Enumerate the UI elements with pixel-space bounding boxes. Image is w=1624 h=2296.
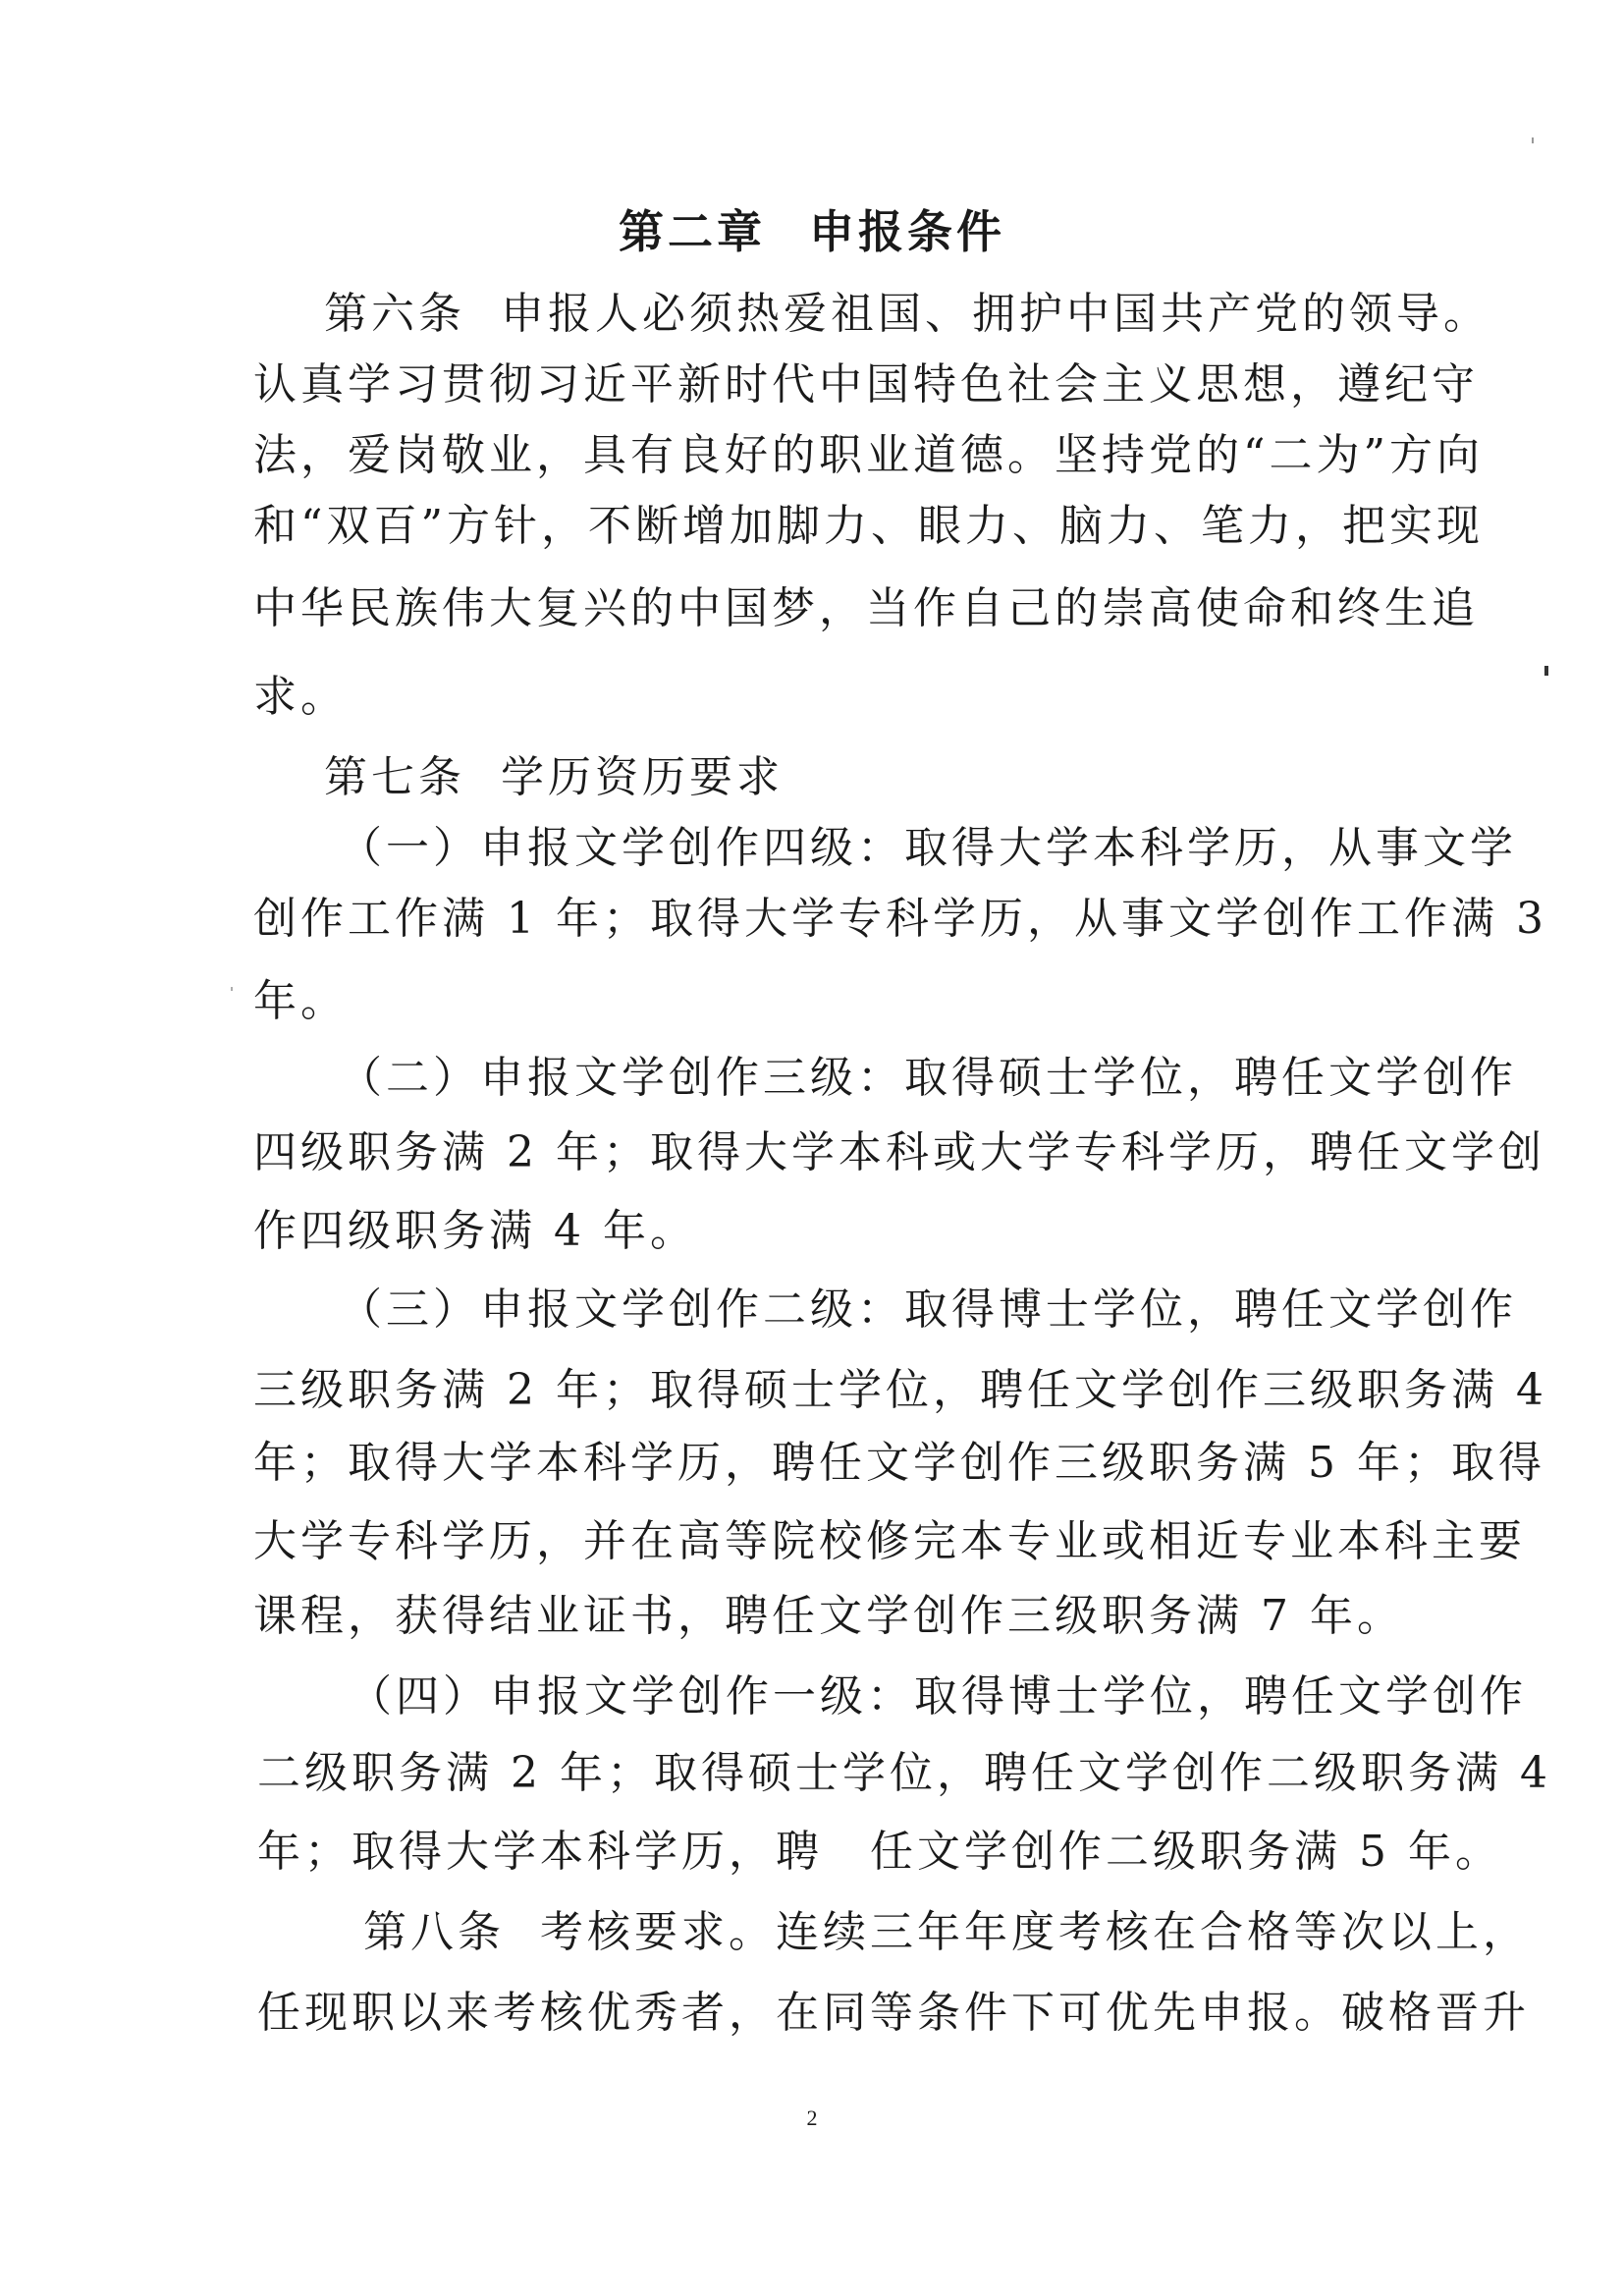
article7-item3-line-3: 年；取得大学本科学历，聘任文学创作三级职务满 5 年；取得 bbox=[253, 1438, 1545, 1488]
article6-line-2: 认真学习贯彻习近平新时代中国特色社会主义思想，遵纪守 bbox=[253, 359, 1479, 410]
article6-heading: 第六条 bbox=[324, 289, 465, 339]
article8-heading: 第八条 bbox=[363, 1907, 505, 1957]
article7-item1-line-2: 创作工作满 1 年；取得大学专科学历，从事文学创作工作满 3 bbox=[253, 894, 1547, 944]
article6-line-5: 中华民族伟大复兴的中国梦，当作自己的崇高使命和终生追 bbox=[253, 583, 1479, 633]
article7-item2-line-1: （二）申报文学创作三级：取得硕士学位，聘任文学创作 bbox=[339, 1053, 1517, 1103]
article7-item3-line-4: 大学专科学历，并在高等院校修完本专业或相近专业本科主要 bbox=[253, 1516, 1526, 1566]
scan-speck bbox=[231, 987, 233, 991]
chapter-number: 第二章 bbox=[619, 205, 766, 258]
article7-item2-line-3: 作四级职务满 4 年。 bbox=[253, 1206, 697, 1256]
article7-item4-line-3: 年；取得大学本科学历，聘 任文学创作二级职务满 5 年。 bbox=[257, 1827, 1502, 1877]
article7-heading: 第七条 bbox=[324, 752, 465, 802]
chapter-name: 申报条件 bbox=[809, 205, 1005, 258]
article6-line-4: 和“双百”方针，不断增加脚力、眼力、脑力、笔力，把实现 bbox=[253, 501, 1484, 551]
article8-line-2: 任现职以来考核优秀者，在同等条件下可优先申报。破格晋升 bbox=[257, 1988, 1530, 2038]
article7-item3-line-5: 课程，获得结业证书，聘任文学创作三级职务满 7 年。 bbox=[253, 1591, 1404, 1641]
page-number: 2 bbox=[806, 2105, 818, 2130]
article7-title: 学历资历要求 bbox=[501, 752, 784, 802]
article7-item3-line-1: （三）申报文学创作二级：取得博士学位，聘任文学创作 bbox=[339, 1285, 1517, 1335]
article7-item3-line-2: 三级职务满 2 年；取得硕士学位，聘任文学创作三级职务满 4 bbox=[253, 1365, 1547, 1415]
article7-item2-line-2: 四级职务满 2 年；取得大学本科或大学专科学历，聘任文学创 bbox=[253, 1127, 1545, 1177]
article7-item1-line-3: 年。 bbox=[253, 976, 348, 1026]
article8-line-1: 第八条 考核要求。连续三年年度考核在合格等次以上， bbox=[363, 1907, 1530, 1957]
article7-item1-line-1: （一）申报文学创作四级：取得大学本科学历，从事文学 bbox=[339, 823, 1517, 873]
article6-line-3: 法，爱岗敬业，具有良好的职业道德。坚持党的“二为”方向 bbox=[253, 430, 1484, 480]
scan-speck bbox=[1532, 137, 1534, 143]
article6-line-6: 求。 bbox=[253, 672, 348, 722]
scan-speck bbox=[1544, 666, 1548, 676]
article7-heading-line bbox=[324, 748, 784, 807]
article6-line-1: 第六条 申报人必须热爱祖国、拥护中国共产党的领导。 bbox=[324, 289, 1490, 339]
article7-item4-line-2: 二级职务满 2 年；取得硕士学位，聘任文学创作二级职务满 4 bbox=[257, 1748, 1551, 1798]
chapter-title bbox=[0, 196, 1624, 261]
article7-item4-line-1: （四）申报文学创作一级：取得博士学位，聘任文学创作 bbox=[349, 1671, 1527, 1722]
